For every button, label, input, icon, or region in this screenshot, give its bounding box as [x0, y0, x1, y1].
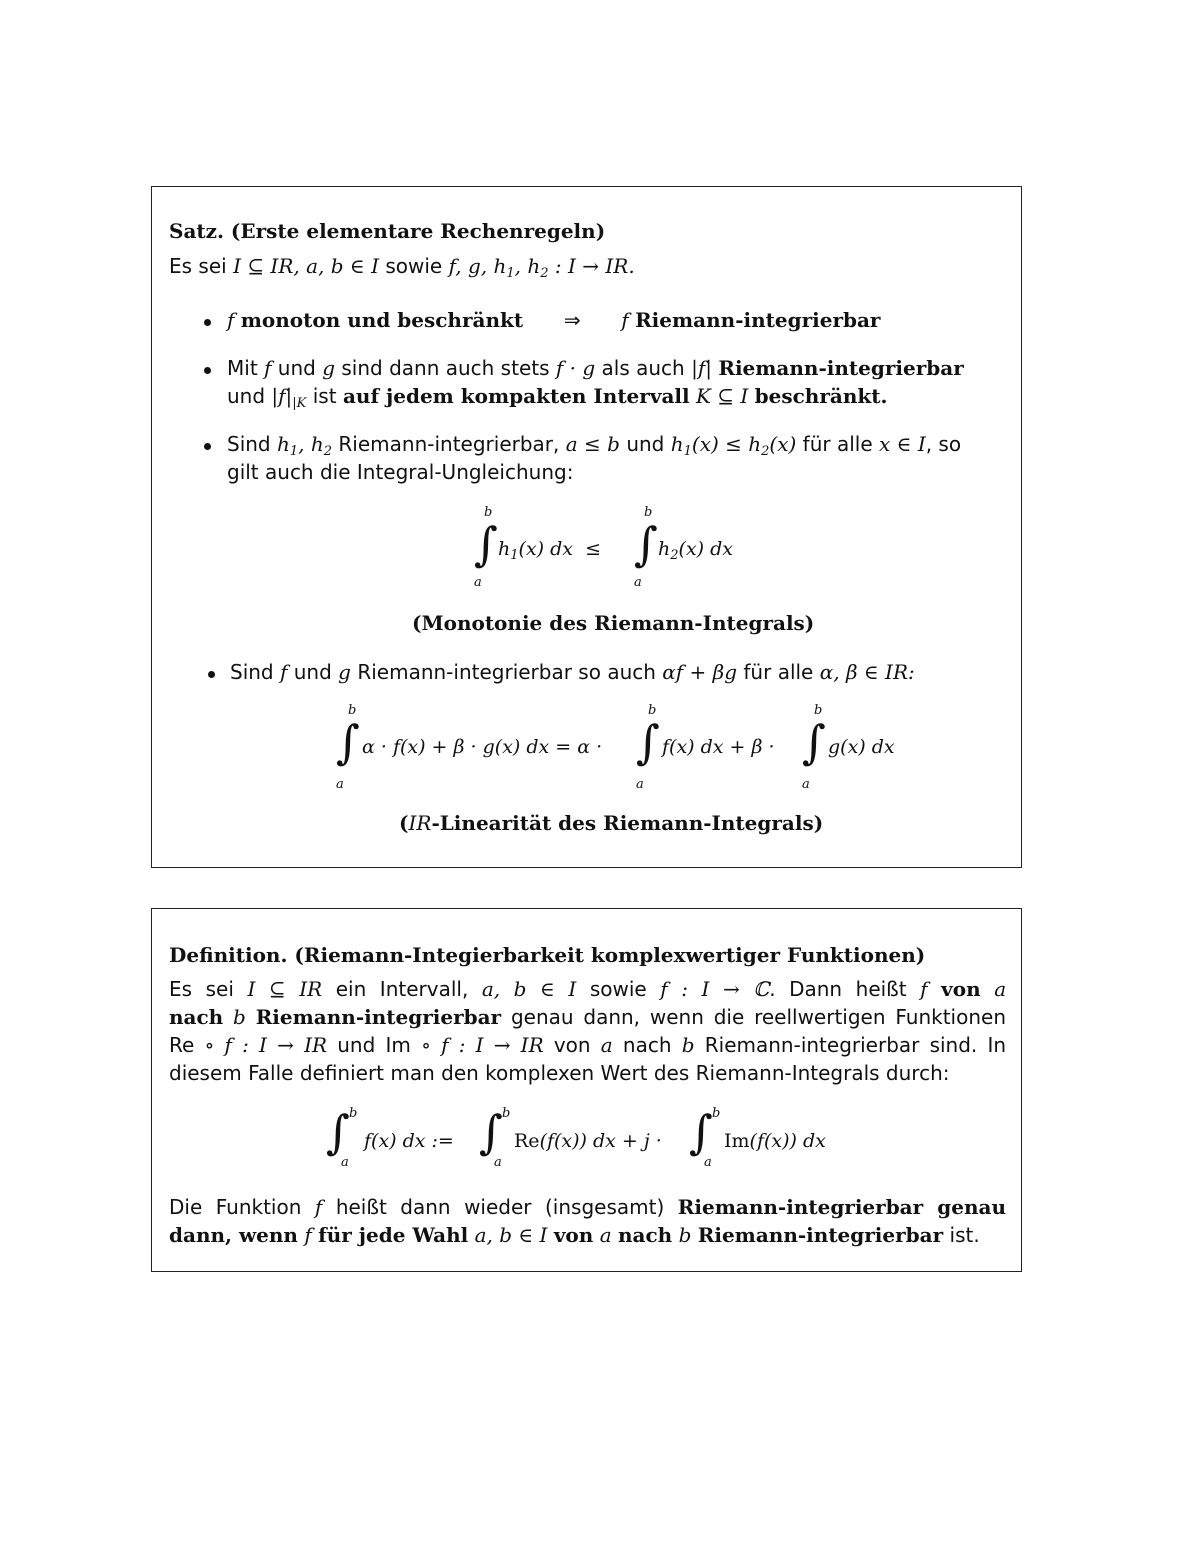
c-lower-2: a	[494, 1155, 502, 1170]
d3-nach: nach	[622, 1033, 672, 1057]
d2-bold: Riemann-integrierbar	[255, 1005, 502, 1029]
c2-ist: ist.	[949, 1223, 980, 1247]
integrand-2: $h_2(x)$ dx	[658, 538, 733, 563]
c1-die: Die Funktion	[169, 1195, 302, 1219]
d3-von: von	[553, 1033, 591, 1057]
implies-arrow: ⇒	[563, 308, 581, 332]
lin-upper-3: b	[814, 703, 823, 718]
b3-so: , so	[925, 432, 962, 456]
integral-sign-1: ∫	[474, 517, 498, 571]
definition-line-2: nach b Riemann-integrierbar genau dann, wenn die reellwertigen Funktionen	[169, 1005, 1006, 1029]
b2-l2-end: beschränkt.	[754, 384, 888, 408]
d1-sowie: sowie	[589, 977, 647, 1001]
bullet-3	[204, 443, 211, 450]
lin-upper-1: b	[348, 703, 357, 718]
lin-mid: f(x) dx + β ·	[662, 736, 775, 758]
linearity-label: (IR-Linearität des Riemann-Integrals)	[399, 811, 824, 835]
monotonie-label: (Monotonie des Riemann-Integrals)	[412, 611, 815, 635]
c2-von: von	[553, 1223, 594, 1247]
d3-re: Re	[169, 1033, 195, 1057]
c-integral-2: ∫	[479, 1105, 503, 1159]
bullet-1-text: f monoton und beschränkt ⇒ f Riemann-integrierbar	[227, 308, 881, 332]
b2-als: als auch	[601, 356, 685, 380]
c2-bold1: dann, wenn	[169, 1223, 298, 1247]
lin-lower-3: a	[802, 777, 810, 792]
lin-integral-1: ∫	[336, 715, 360, 769]
lin-upper-2: b	[648, 703, 657, 718]
d1-ein: ein Intervall,	[335, 977, 469, 1001]
d2-rest: genau dann, wenn die reellwertigen Funktionen	[510, 1005, 1006, 1029]
b2-mit: Mit	[227, 356, 258, 380]
b2-l2-ist: ist	[312, 384, 337, 408]
lower-limit-2: a	[634, 575, 642, 590]
lin-lower-1: a	[336, 777, 344, 792]
b2-l2-bold: auf jedem kompakten Intervall	[342, 384, 690, 408]
c1-heisst: heißt dann wieder (insgesamt)	[335, 1195, 665, 1219]
b3-ri: Riemann-integrierbar,	[338, 432, 560, 456]
lower-limit-1: a	[474, 575, 482, 590]
c-lower-1: a	[341, 1155, 349, 1170]
definition-box	[151, 908, 1022, 1272]
bullet-4	[208, 671, 215, 678]
bullet-2-line-1: Mit f und g sind dann auch stets f · g als auch |f| Riemann-integrierbar	[227, 356, 964, 380]
d1-dann: . Dann heißt	[769, 977, 907, 1001]
c-upper-3: b	[712, 1106, 721, 1121]
integrand-1: $h_1(x)$ dx ≤	[498, 538, 601, 563]
d1-es: Es sei	[169, 977, 234, 1001]
definition-line-1: Es sei I ⊆ IR ein Intervall, a, b ∈ I sowie f : I → ℂ. Dann heißt f von a	[169, 977, 1006, 1001]
lin-label-post: -Linearität des Riemann-Integrals)	[431, 811, 824, 835]
b4-fuer: für alle	[743, 660, 814, 684]
b3-und: und	[626, 432, 665, 456]
lin-integral-3: ∫	[802, 715, 826, 769]
c-rhs: Im(f(x)) dx	[724, 1130, 826, 1152]
b2-bold: Riemann-integrierbar	[718, 356, 964, 380]
conclusion-line-1: Die Funktion f heißt dann wieder (insgesamt) Riemann-integrierbar genau	[169, 1195, 1006, 1219]
c-upper-1: b	[349, 1106, 358, 1121]
b2-mid: sind dann auch stets	[341, 356, 550, 380]
d3-rest: Riemann-integrierbar sind. In	[704, 1033, 1006, 1057]
b4-und: und	[293, 660, 332, 684]
c-integral-1: ∫	[326, 1105, 350, 1159]
definition-line-3: Re ∘ f : I → IR und Im ∘ f : I → IR von a nach b Riemann-integrierbar sind. In	[169, 1033, 1006, 1057]
upper-limit-2: b	[644, 505, 653, 520]
lin-lower-2: a	[636, 777, 644, 792]
d2-nach: nach	[169, 1005, 224, 1029]
c-lhs: f(x) dx :=	[364, 1130, 454, 1152]
b1-text: monoton und beschränkt	[240, 308, 524, 332]
b4-sind: Sind	[230, 660, 274, 684]
bullet-1	[204, 319, 211, 326]
theorem-intro: Es sei I ⊆ IR, a, b ∈ I sowie f, g, $h_1$, $h_2$ : I → IR.	[169, 254, 635, 281]
lin-lhs: α · f(x) + β · g(x) dx = α ·	[362, 736, 603, 758]
d3-im: Im	[385, 1033, 411, 1057]
theorem-box	[151, 186, 1022, 868]
c2-nach: nach	[617, 1223, 673, 1247]
integral-sign-2: ∫	[634, 517, 658, 571]
definition-heading: Definition. (Riemann-Integierbarkeit komplexwertiger Funktionen)	[169, 943, 926, 967]
bullet-2	[204, 367, 211, 374]
c2-ri: Riemann-integrierbar	[697, 1223, 944, 1247]
lin-rhs: g(x) dx	[828, 736, 895, 758]
b3-fuer: für alle	[802, 432, 873, 456]
b2-und: und	[277, 356, 316, 380]
c-lower-3: a	[704, 1155, 712, 1170]
upper-limit-1: b	[484, 505, 493, 520]
bullet-3-line-2: gilt auch die Integral-Ungleichung:	[227, 460, 574, 484]
c-upper-2: b	[502, 1106, 511, 1121]
intro-sowie: sowie	[385, 254, 443, 278]
bullet-3-line-1: Sind $h_1$, $h_2$ Riemann-integrierbar, a ≤ b und $h_1(x) \le h_2(x)$ für alle x ∈ I, so	[227, 432, 962, 459]
c-integral-3: ∫	[689, 1105, 713, 1159]
b3-sind: Sind	[227, 432, 271, 456]
definition-line-4: diesem Falle definiert man den komplexen Wert des Riemann-Integrals durch:	[169, 1061, 950, 1085]
intro-es-sei: Es sei	[169, 254, 227, 278]
b2-l2-und: und	[227, 384, 266, 408]
b1-result: Riemann-integrierbar	[635, 308, 881, 332]
d3-und: und	[337, 1033, 376, 1057]
c-mid: Re(f(x)) dx + j ·	[514, 1130, 662, 1152]
bullet-4-line: Sind f und g Riemann-integrierbar so auch αf + βg für alle α, β ∈ IR:	[230, 660, 915, 684]
c1-bold: Riemann-integrierbar genau	[677, 1195, 1006, 1219]
d1-von: von	[941, 977, 981, 1001]
theorem-heading: Satz. (Erste elementare Rechenregeln)	[169, 219, 606, 243]
b4-ri: Riemann-integrierbar so auch	[357, 660, 656, 684]
conclusion-line-2: dann, wenn f für jede Wahl a, b ∈ I von a nach b Riemann-integrierbar ist.	[169, 1223, 980, 1247]
lin-integral-2: ∫	[636, 715, 660, 769]
bullet-2-line-2: und $|f|_{|K}$ ist auf jedem kompakten Intervall K ⊆ I beschränkt.	[227, 384, 888, 411]
c2-bold2: für jede Wahl	[318, 1223, 469, 1247]
lin-label-pre: (	[399, 811, 409, 835]
